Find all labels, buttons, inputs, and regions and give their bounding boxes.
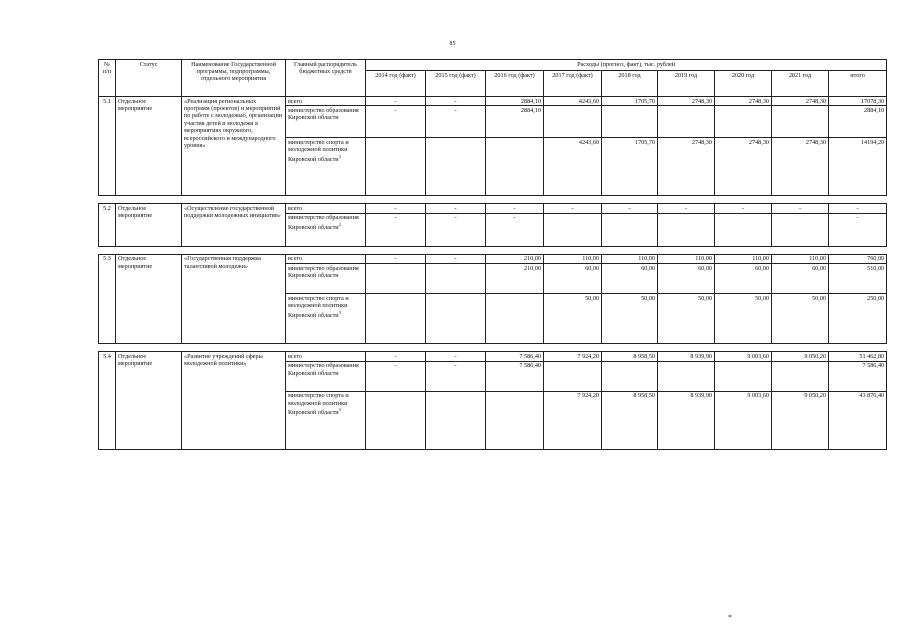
row-status: Отдельное мероприятие (116, 254, 182, 343)
amount-cell (544, 213, 602, 246)
amount-cell: 2748,30 (658, 97, 715, 106)
amount-cell: 4243,60 (544, 97, 602, 106)
budget-table (98, 59, 887, 450)
footnote-mark: 3 (338, 407, 341, 413)
amount-cell: - (366, 361, 426, 391)
amount-cell: - (426, 97, 486, 106)
amount-cell: 510,00 (829, 264, 887, 294)
amount-cell: - (426, 204, 486, 213)
amount-cell: - (366, 97, 426, 106)
amount-cell: 60,00 (602, 264, 658, 294)
amount-cell: 2748,30 (715, 138, 772, 196)
row-budget-admin (286, 391, 366, 449)
row-status: Отдельное мероприятие (116, 352, 182, 449)
amount-cell: 51 462,80 (829, 352, 887, 361)
amount-cell: - (426, 361, 486, 391)
amount-cell (426, 264, 486, 294)
amount-cell: 50,00 (715, 294, 772, 344)
amount-cell: - (772, 204, 829, 213)
amount-cell: 60,00 (658, 264, 715, 294)
header-year: 2020 год (715, 71, 772, 97)
budget-admin-label: всего (288, 204, 302, 212)
row-budget-admin (286, 138, 366, 196)
amount-cell: 2884,10 (486, 106, 544, 138)
amount-cell: 210,00 (486, 254, 544, 263)
amount-cell: 2748,30 (658, 138, 715, 196)
header-year: 2014 год (факт) (366, 71, 426, 97)
budget-admin-label: министерство спорта и молодежной политики Кировской области (288, 138, 349, 163)
amount-cell: 8 958,50 (602, 352, 658, 361)
amount-cell: 8 958,50 (602, 391, 658, 449)
budget-admin-label: министерство образования Кировской области (288, 264, 359, 280)
row-program-name: «Реализация региональных программ (проектов) и мероприятий по работе с молодежью, организации участия детей и молодежи в мероприятиях окружного, всероссийского и международного уровня» (182, 97, 286, 196)
row-budget-admin (286, 213, 366, 246)
amount-cell: 7 924,20 (544, 352, 602, 361)
amount-cell (486, 391, 544, 449)
section-gap-cell (99, 246, 887, 254)
section-gap-cell (99, 196, 887, 204)
table-row (99, 204, 887, 213)
amount-cell: 17078,30 (829, 97, 887, 106)
amount-cell (715, 106, 772, 138)
amount-cell: 110,00 (715, 254, 772, 263)
amount-cell: 9 050,20 (772, 391, 829, 449)
header-year: 2019 год (658, 71, 715, 97)
amount-cell: - (366, 106, 426, 138)
amount-cell (715, 213, 772, 246)
amount-cell: 110,00 (602, 254, 658, 263)
amount-cell (426, 138, 486, 196)
header-year: 2017 год (факт) (544, 71, 602, 97)
row-budget-admin (286, 264, 366, 294)
budget-admin-label: министерство образования Кировской области (288, 362, 359, 377)
amount-cell: - (602, 204, 658, 213)
row-status: Отдельное мероприятие (116, 204, 182, 246)
amount-cell (486, 138, 544, 196)
budget-admin-label: министерство образования Кировской области (288, 214, 359, 231)
amount-cell (366, 294, 426, 344)
amount-cell: - (366, 204, 426, 213)
amount-cell: 60,00 (772, 264, 829, 294)
row-budget-admin (286, 204, 366, 213)
row-budget-admin (286, 97, 366, 106)
amount-cell: 9 003,60 (715, 391, 772, 449)
amount-cell: 50,00 (658, 294, 715, 344)
amount-cell (772, 213, 829, 246)
amount-cell: 110,00 (658, 254, 715, 263)
header-year: 2016 год (факт) (486, 71, 544, 97)
amount-cell: 2748,30 (772, 138, 829, 196)
amount-cell: - (486, 213, 544, 246)
amount-cell: - (715, 204, 772, 213)
amount-cell: 7 586,40 (486, 352, 544, 361)
amount-cell: - (426, 213, 486, 246)
amount-cell: 50,00 (602, 294, 658, 344)
header-name: Наименование Государственной программы, подпрограммы, отдельного мероприятия (182, 60, 286, 97)
header-year: 2021 год (772, 71, 829, 97)
header-budget-admin: Главный распорядитель бюджетных средств (286, 60, 366, 97)
amount-cell: 2748,30 (715, 97, 772, 106)
amount-cell (366, 264, 426, 294)
amount-cell: 60,00 (544, 264, 602, 294)
amount-cell: - (658, 204, 715, 213)
amount-cell: 110,00 (772, 254, 829, 263)
amount-cell (426, 294, 486, 344)
row-number: 5.3 (99, 254, 116, 343)
amount-cell: 14194,20 (829, 138, 887, 196)
section-gap (99, 246, 887, 254)
budget-admin-label: всего (288, 97, 302, 105)
row-budget-admin (286, 361, 366, 391)
amount-cell: - (426, 254, 486, 263)
header-status: Статус (116, 60, 182, 97)
amount-cell: 7 586,40 (486, 361, 544, 391)
amount-cell: 1705,70 (602, 97, 658, 106)
row-number: 5.4 (99, 352, 116, 449)
amount-cell (658, 213, 715, 246)
table-row (99, 254, 887, 263)
amount-cell: 760,00 (829, 254, 887, 263)
footer-mark: * (728, 613, 732, 622)
amount-cell: 210,00 (486, 264, 544, 294)
page-number: 85 (449, 41, 456, 47)
amount-cell: 43 876,40 (829, 391, 887, 449)
amount-cell: 1705,70 (602, 138, 658, 196)
footnote-mark: 3 (338, 309, 341, 315)
budget-admin-label: министерство спорта и молодежной политики Кировской области (288, 294, 349, 319)
amount-cell (602, 106, 658, 138)
amount-cell: - (366, 254, 426, 263)
row-program-name: «Развитие учреждений сферы молодежной политики» (182, 352, 286, 449)
amount-cell: - (829, 213, 887, 246)
amount-cell: - (486, 204, 544, 213)
amount-cell (602, 213, 658, 246)
amount-cell (426, 391, 486, 449)
amount-cell (602, 361, 658, 391)
row-budget-admin (286, 294, 366, 344)
budget-admin-label: всего (288, 255, 302, 263)
amount-cell: - (366, 352, 426, 361)
table-row (99, 352, 887, 361)
amount-cell: - (426, 106, 486, 138)
amount-cell (772, 361, 829, 391)
amount-cell: - (829, 204, 887, 213)
budget-admin-label: министерство образования Кировской области (288, 106, 359, 122)
budget-admin-label: министерство спорта и молодежной политики Кировской области (288, 392, 349, 417)
table-row (99, 97, 887, 106)
header-year: итого (829, 71, 887, 97)
amount-cell: 9 050,20 (772, 352, 829, 361)
row-program-name: «Осуществление государственной поддержки молодежных инициатив» (182, 204, 286, 246)
row-program-name: «Государственная поддержка талантливой молодежи» (182, 254, 286, 343)
section-gap-cell (99, 344, 887, 352)
amount-cell: 7 586,40 (829, 361, 887, 391)
footnote-mark: 2 (338, 221, 341, 227)
amount-cell: 8 939,90 (658, 391, 715, 449)
row-number: 5.1 (99, 97, 116, 196)
amount-cell (366, 138, 426, 196)
budget-admin-label: всего (288, 352, 302, 360)
row-budget-admin (286, 106, 366, 138)
row-number: 5.2 (99, 204, 116, 246)
section-gap (99, 344, 887, 352)
amount-cell: - (544, 204, 602, 213)
amount-cell: 2748,30 (772, 97, 829, 106)
amount-cell: 7 924,20 (544, 391, 602, 449)
table-body (99, 97, 887, 450)
amount-cell: 2884,10 (486, 97, 544, 106)
amount-cell: 110,00 (544, 254, 602, 263)
amount-cell: 60,00 (715, 264, 772, 294)
amount-cell: 50,00 (544, 294, 602, 344)
header-number: № п/п (99, 60, 116, 97)
row-status: Отдельное мероприятие (116, 97, 182, 196)
amount-cell (486, 294, 544, 344)
amount-cell: 250,00 (829, 294, 887, 344)
table-header (99, 60, 887, 97)
amount-cell: 2884,10 (829, 106, 887, 138)
amount-cell (366, 391, 426, 449)
amount-cell (544, 361, 602, 391)
row-budget-admin (286, 254, 366, 263)
amount-cell: - (426, 352, 486, 361)
row-budget-admin (286, 352, 366, 361)
header-year: 2015 год (факт) (426, 71, 486, 97)
amount-cell: - (366, 213, 426, 246)
amount-cell (772, 106, 829, 138)
header-expenses: Расходы (прогноз, факт), тыс. рублей (366, 60, 887, 71)
header-year: 2018 год (602, 71, 658, 97)
amount-cell (658, 106, 715, 138)
footnote-mark: 3 (338, 153, 341, 159)
amount-cell: 4243,60 (544, 138, 602, 196)
amount-cell (544, 106, 602, 138)
section-gap (99, 196, 887, 204)
amount-cell: 50,00 (772, 294, 829, 344)
amount-cell: 8 939,90 (658, 352, 715, 361)
amount-cell (715, 361, 772, 391)
amount-cell (658, 361, 715, 391)
amount-cell: 9 003,60 (715, 352, 772, 361)
